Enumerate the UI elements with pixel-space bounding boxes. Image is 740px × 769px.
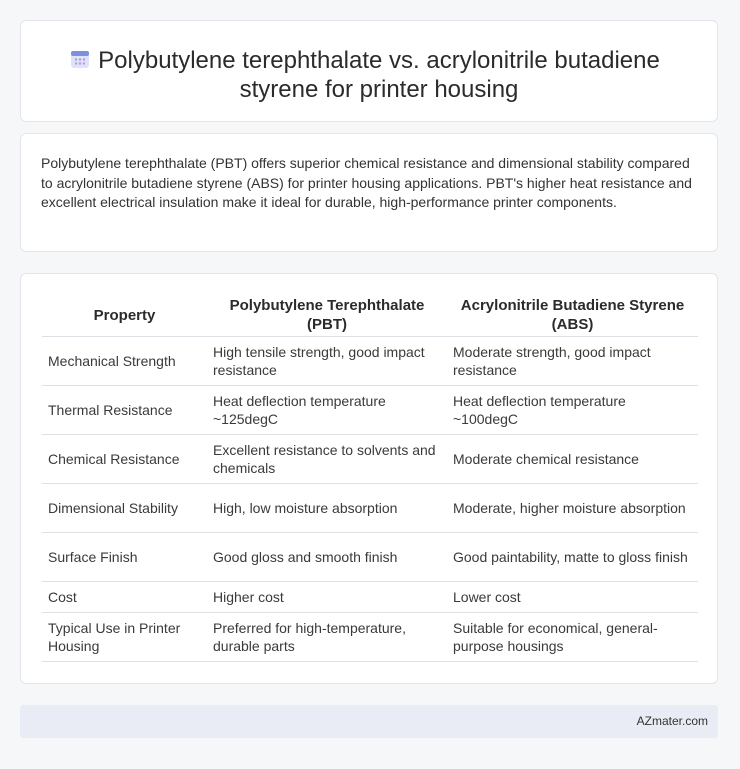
description-card: [20, 133, 718, 252]
table-row: [42, 337, 698, 386]
description-text: Polybutylene terephthalate (PBT) offers superior chemical resistance and dimensional stability compared to acrylonitrile butadiene styrene (ABS) for printer housing applications. PBT's higher heat resistance and excellent electrical insulation make it ideal for durable, high-performance printer components.: [41, 155, 692, 210]
table-cell-abs: Moderate strength, good impact resistance: [447, 337, 698, 386]
table-header-row: [42, 294, 698, 337]
table-cell-abs: Heat deflection temperature ~100degC: [447, 386, 698, 435]
table-cell-pbt: Good gloss and smooth finish: [207, 533, 447, 582]
table-cell-pbt: High, low moisture absorption: [207, 484, 447, 533]
table-row: [42, 435, 698, 484]
table-row: [42, 386, 698, 435]
table-cell-property: Dimensional Stability: [42, 484, 207, 533]
table-row: [42, 613, 698, 662]
table-cell-pbt: Preferred for high-temperature, durable parts: [207, 613, 447, 662]
table-cell-property: Thermal Resistance: [42, 386, 207, 435]
footer-brand: AZmater.com: [636, 714, 708, 728]
table-cell-property: Typical Use in Printer Housing: [42, 613, 207, 662]
footer: [20, 705, 718, 738]
table-cell-abs: Moderate chemical resistance: [447, 435, 698, 484]
table-cell-property: Surface Finish: [42, 533, 207, 582]
table-cell-abs: Suitable for economical, general-purpose housings: [447, 613, 698, 662]
table-cell-property: Cost: [42, 582, 207, 613]
column-header-property: Property: [42, 294, 207, 337]
table-cell-abs: Good paintability, matte to gloss finish: [447, 533, 698, 582]
table-cell-pbt: Excellent resistance to solvents and chemicals: [207, 435, 447, 484]
table-cell-pbt: Higher cost: [207, 582, 447, 613]
table-cell-pbt: High tensile strength, good impact resistance: [207, 337, 447, 386]
title-card: [20, 20, 718, 122]
table-cell-abs: Moderate, higher moisture absorption: [447, 484, 698, 533]
table-cell-property: Chemical Resistance: [42, 435, 207, 484]
table-row: [42, 533, 698, 582]
comparison-table-card: [20, 273, 718, 684]
column-header-abs: Acrylonitrile Butadiene Styrene (ABS): [447, 294, 698, 337]
table-cell-pbt: Heat deflection temperature ~125degC: [207, 386, 447, 435]
table-row: [42, 582, 698, 613]
page-title: Polybutylene terephthalate vs. acrylonitrile butadiene styrene for printer housing: [98, 47, 660, 103]
column-header-pbt: Polybutylene Terephthalate (PBT): [207, 294, 447, 337]
comparison-table: [42, 294, 698, 662]
table-row: [42, 484, 698, 533]
table-cell-property: Mechanical Strength: [42, 337, 207, 386]
table-cell-abs: Lower cost: [447, 582, 698, 613]
